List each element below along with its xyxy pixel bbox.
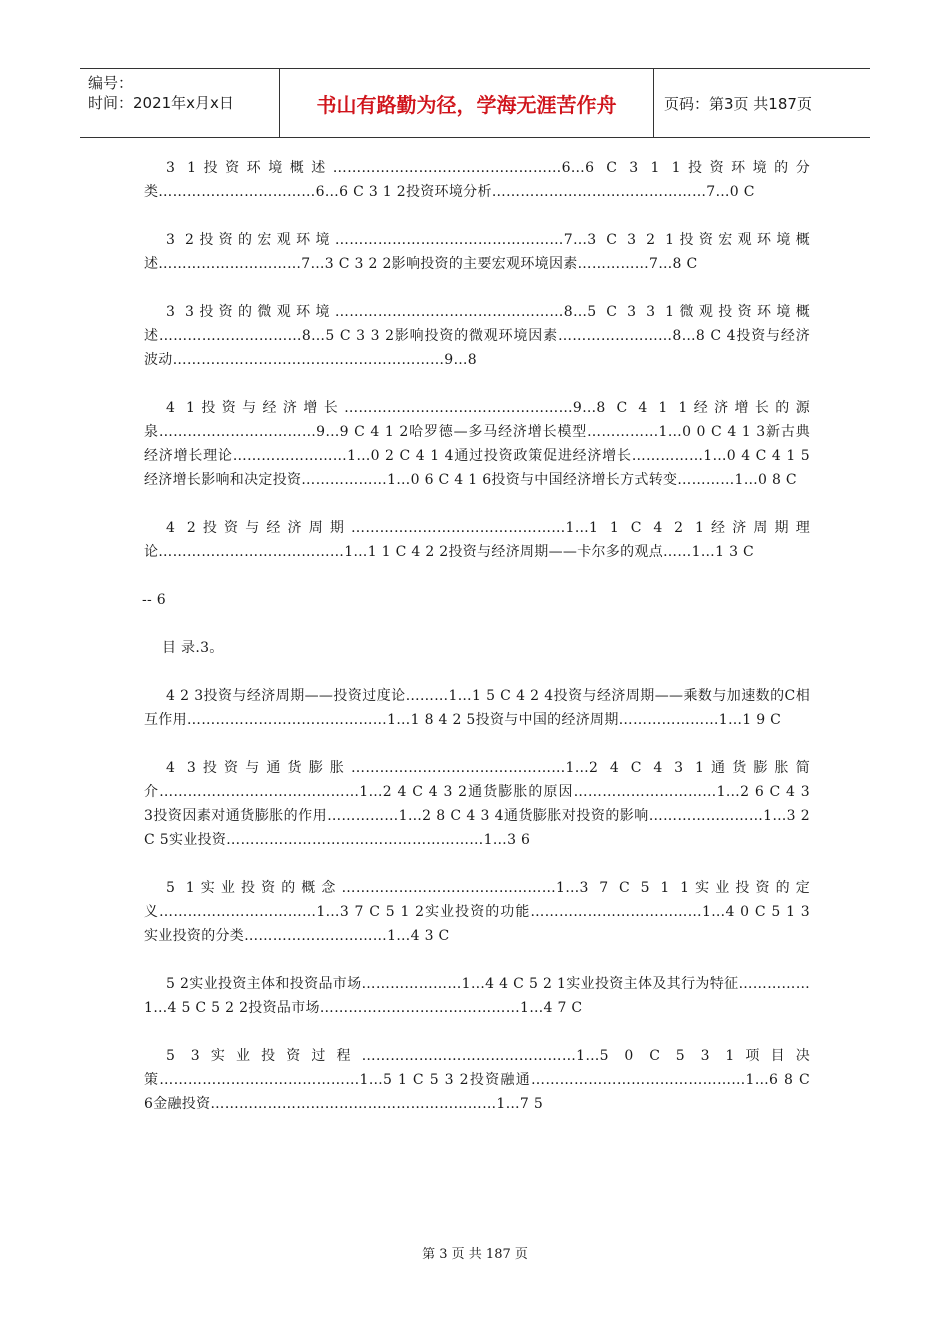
toc-entry: 4 3投资与通货膨胀………………………………………1…2 4 C 4 3 1通货膨胀简介……………………………………1…2 4 C 4 3 2通货膨胀的原因…………………………1…2 6 C 4 3 3投资因素对通货膨胀的作用……………1…2 8 C 4 3 4通货膨胀对投资的影响……………………1…3 2 C 5实业投资………………………………………………1…3 6 [144, 760, 810, 848]
toc-entry: 3 3投资的微观环境…………………………………………8…5 C 3 3 1微观投资环境概述…………………………8…5 C 3 3 2影响投资的微观环境因素……………………8…8 C 4投资与经济波动…………………………………………………9…8 [144, 304, 810, 368]
toc-entry: 3 2投资的宏观环境…………………………………………7…3 C 3 2 1投资宏观环境概述…………………………7…3 C 3 2 2影响投资的主要宏观环境因素……………7…8 C [144, 232, 810, 272]
toc-heading: 目 录.3。 [162, 640, 224, 656]
toc-entry: 4 1投资与经济增长…………………………………………9…8 C 4 1 1经济增长的源泉……………………………9…9 C 4 1 2哈罗德—多马经济增长模型……………1…0 0 C 4 1 3新古典经济增长理论……………………1…0 2 C 4 1 4通过投资政策促进经济增长……………1…0 4 C 4 1 5经济增长影响和决定投资………………1…0 6 C 4 1 6投资与中国经济增长方式转变…………1…0 8 C [144, 400, 810, 488]
table-of-contents [144, 156, 810, 1140]
document-date-label: 时间：2021年x月x日 [88, 94, 234, 112]
toc-entry: 3 1投资环境概述…………………………………………6…6 C 3 1 1投资环境的分类……………………………6…6 C 3 1 2投资环境分析………………………………………7…0 C [144, 160, 810, 200]
page-header [80, 68, 870, 138]
page-footer: 第 3 页 共 187 页 [422, 1247, 528, 1262]
toc-entry: 4 2 3投资与经济周期——投资过度论………1…1 5 C 4 2 4投资与经济周期——乘数与加速数的C相互作用……………………………………1…1 8 4 2 5投资与中国的经济周期…………………1…1 9 C [144, 688, 810, 728]
header-page-number: 页码：第3页 共187页 [664, 94, 812, 113]
header-meta [80, 69, 280, 137]
toc-entry: 5 1实业投资的概念………………………………………1…3 7 C 5 1 1实业投资的定义……………………………1…3 7 C 5 1 2实业投资的功能………………………………1…4 0 C 5 1 3实业投资的分类…………………………1…4 3 C [144, 880, 810, 944]
toc-entry: 5 2实业投资主体和投资品市场…………………1…4 4 C 5 2 1实业投资主体及其行为特征……………1…4 5 C 5 2 2投资品市场……………………………………1…4 7 C [144, 976, 810, 1016]
page-break-marker: -- 6 [142, 592, 167, 608]
header-slogan: 书山有路勤为径，学海无涯苦作舟 [280, 69, 654, 137]
toc-entry: 4 2投资与经济周期………………………………………1…1 1 C 4 2 1经济周期理论…………………………………1…1 1 C 4 2 2投资与经济周期——卡尔多的观点……1…1 3 C [144, 520, 810, 560]
document-number-label: 编号： [88, 74, 134, 92]
toc-entry: 5 3实业投资过程………………………………………1…5 0 C 5 3 1项目决策……………………………………1…5 1 C 5 3 2投资融通………………………………………1…6 8 C 6金融投资……………………………………………………1…7 5 [144, 1048, 810, 1112]
